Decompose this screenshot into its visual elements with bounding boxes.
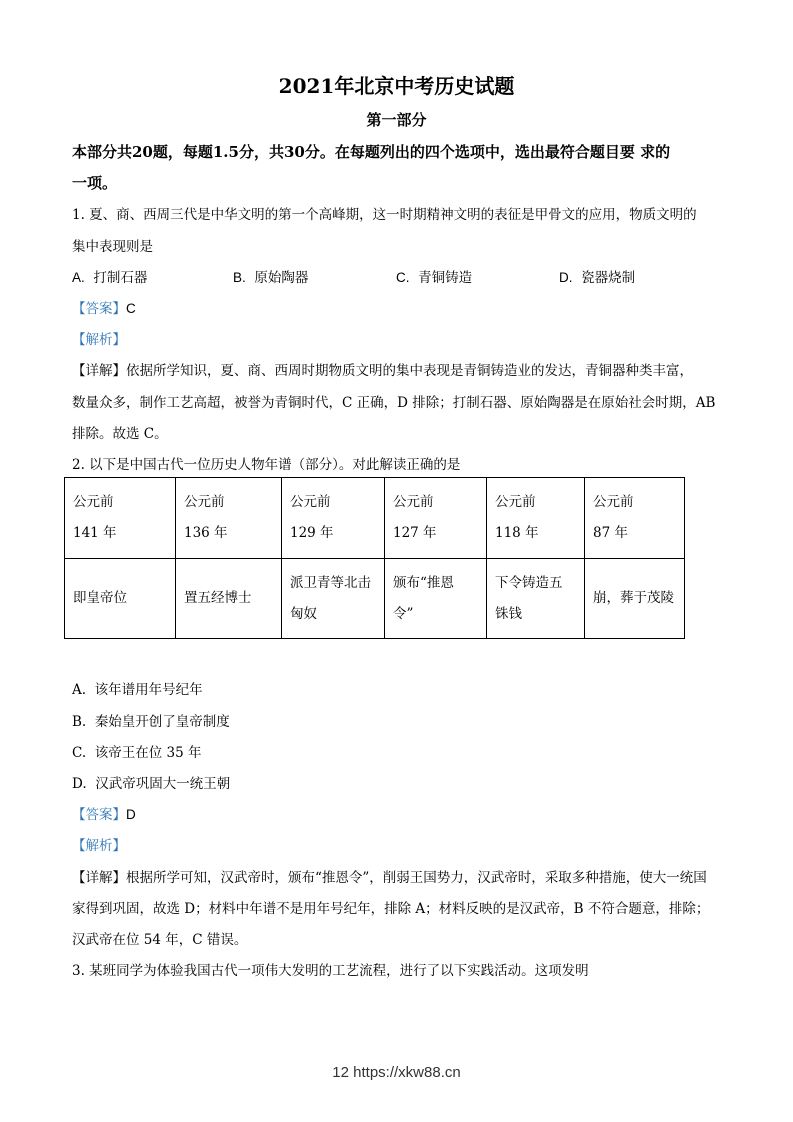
year-cell-line: 公元前 [495,494,536,510]
event-cell-line: 匈奴 [290,605,317,622]
page-footer: 12 https://xkw88.cn [332,1064,461,1081]
year-cell-line: 公元前 [290,494,331,510]
answer-tag: 【答案】 [72,301,126,317]
q2-option-b [72,710,230,730]
option-label: A. [72,682,87,698]
q1-option-c [396,266,472,286]
event-cell-line: 即皇帝位 [73,590,127,606]
option-text: 汉武帝巩固大一统王朝 [95,776,231,792]
year-cell [585,478,685,559]
q2-answer [72,803,136,823]
option-text: 秦始皇开创了皇帝制度 [94,714,230,730]
event-cell-line: 铢钱 [495,605,522,622]
part-heading: 第一部分 [366,111,427,129]
table-row-years [65,478,685,559]
q2-detail-line-3: 汉武帝在位 54 年，C 错误。 [72,932,248,948]
option-text: 该帝王在位 35 年 [94,745,202,761]
event-cell [282,559,385,639]
q1-option-d [559,266,635,286]
option-label: A. [72,270,85,285]
q1-detail-line-2: 数量众多，制作工艺高超，被誉为青铜时代，C 正确，D 排除；打制石器、原始陶器是在原始社会时期，AB [72,395,716,411]
option-text: 该年谱用年号纪年 [94,682,203,698]
option-label: D. [72,776,87,792]
answer-value: C [126,301,136,316]
q1-answer [72,297,136,317]
q1-stem-line-2: 集中表现则是 [72,239,153,255]
q2-option-d [72,772,230,792]
option-label: D. [559,270,573,285]
q2-detail-line-2: 家得到巩固，故选 D；材料中年谱不是用年号纪年，排除 A；材料反映的是汉武帝，B 不符合题意，排除； [72,901,710,917]
q1-detail-line-3: 排除。故选 C。 [72,426,168,442]
q1-detail-line-1: 【详解】依据所学知识，夏、商、西周时期物质文明的集中表现是青铜铸造业的发达，青铜器种类丰富， [72,363,693,379]
q1-analysis-tag: 【解析】 [72,332,126,348]
year-cell [385,478,487,559]
event-cell [585,559,685,639]
event-cell-line: 派卫青等北击 [290,574,371,591]
answer-value: D [126,807,136,822]
year-cell-line: 公元前 [184,494,225,510]
q1-stem-line-1: 1. 夏、商、西周三代是中华文明的第一个高峰期，这一时期精神文明的表征是甲骨文的应用，物质文明的 [72,207,697,223]
year-cell-line: 公元前 [73,494,114,510]
instructions-line-1: 本部分共20题，每题1.5分，共30分。在每题列出的四个选项中，选出最符合题目要 求的 [72,143,671,161]
year-cell-line: 141 年 [73,525,117,541]
year-cell-line: 118 年 [495,525,539,541]
page-title: 2021年北京中考历史试题 [278,74,515,98]
chronology-table [64,477,685,639]
year-cell [282,478,385,559]
year-cell-line: 136 年 [184,525,228,541]
event-cell [487,559,585,639]
option-label: B. [233,270,246,285]
answer-tag: 【答案】 [72,807,126,823]
year-cell [65,478,176,559]
event-cell-line: 下令铸造五 [495,574,563,591]
instructions-line-2: 一项。 [72,174,118,192]
year-cell-line: 129 年 [290,525,334,541]
q2-stem: 2. 以下是中国古代一位历史人物年谱（部分）。对此解读正确的是 [72,457,461,473]
q1-option-b [233,266,308,286]
event-cell-line: 令” [393,605,414,622]
year-cell-line: 127 年 [393,525,437,541]
q2-analysis-tag: 【解析】 [72,838,126,854]
year-cell-line: 公元前 [393,494,434,510]
event-cell [385,559,487,639]
q2-option-a [72,678,203,698]
option-text: 原始陶器 [254,270,309,286]
event-cell-line: 崩，葬于茂陵 [593,590,674,606]
q3-stem: 3. 某班同学为体验我国古代一项伟大发明的工艺流程，进行了以下实践活动。这项发明 [72,963,589,979]
option-text: 打制石器 [93,270,148,286]
year-cell [176,478,282,559]
q2-option-c [72,741,202,761]
q1-option-a [72,266,147,286]
event-cell [65,559,176,639]
event-cell-line: 颁布“推恩 [393,574,454,591]
q2-detail-line-1: 【详解】根据所学可知，汉武帝时，颁布“推恩令”，削弱王国势力，汉武帝时，采取多种措施，使大一统国 [72,870,707,886]
year-cell-line: 公元前 [593,494,634,510]
option-label: C. [72,745,87,761]
option-text: 青铜铸造 [418,270,473,286]
event-cell [176,559,282,639]
event-cell-line: 置五经博士 [184,590,252,606]
option-text: 瓷器烧制 [581,270,636,286]
table-row-events [65,559,685,639]
option-label: B. [72,714,87,730]
option-label: C. [396,270,410,285]
year-cell-line: 87 年 [593,525,628,541]
year-cell [487,478,585,559]
